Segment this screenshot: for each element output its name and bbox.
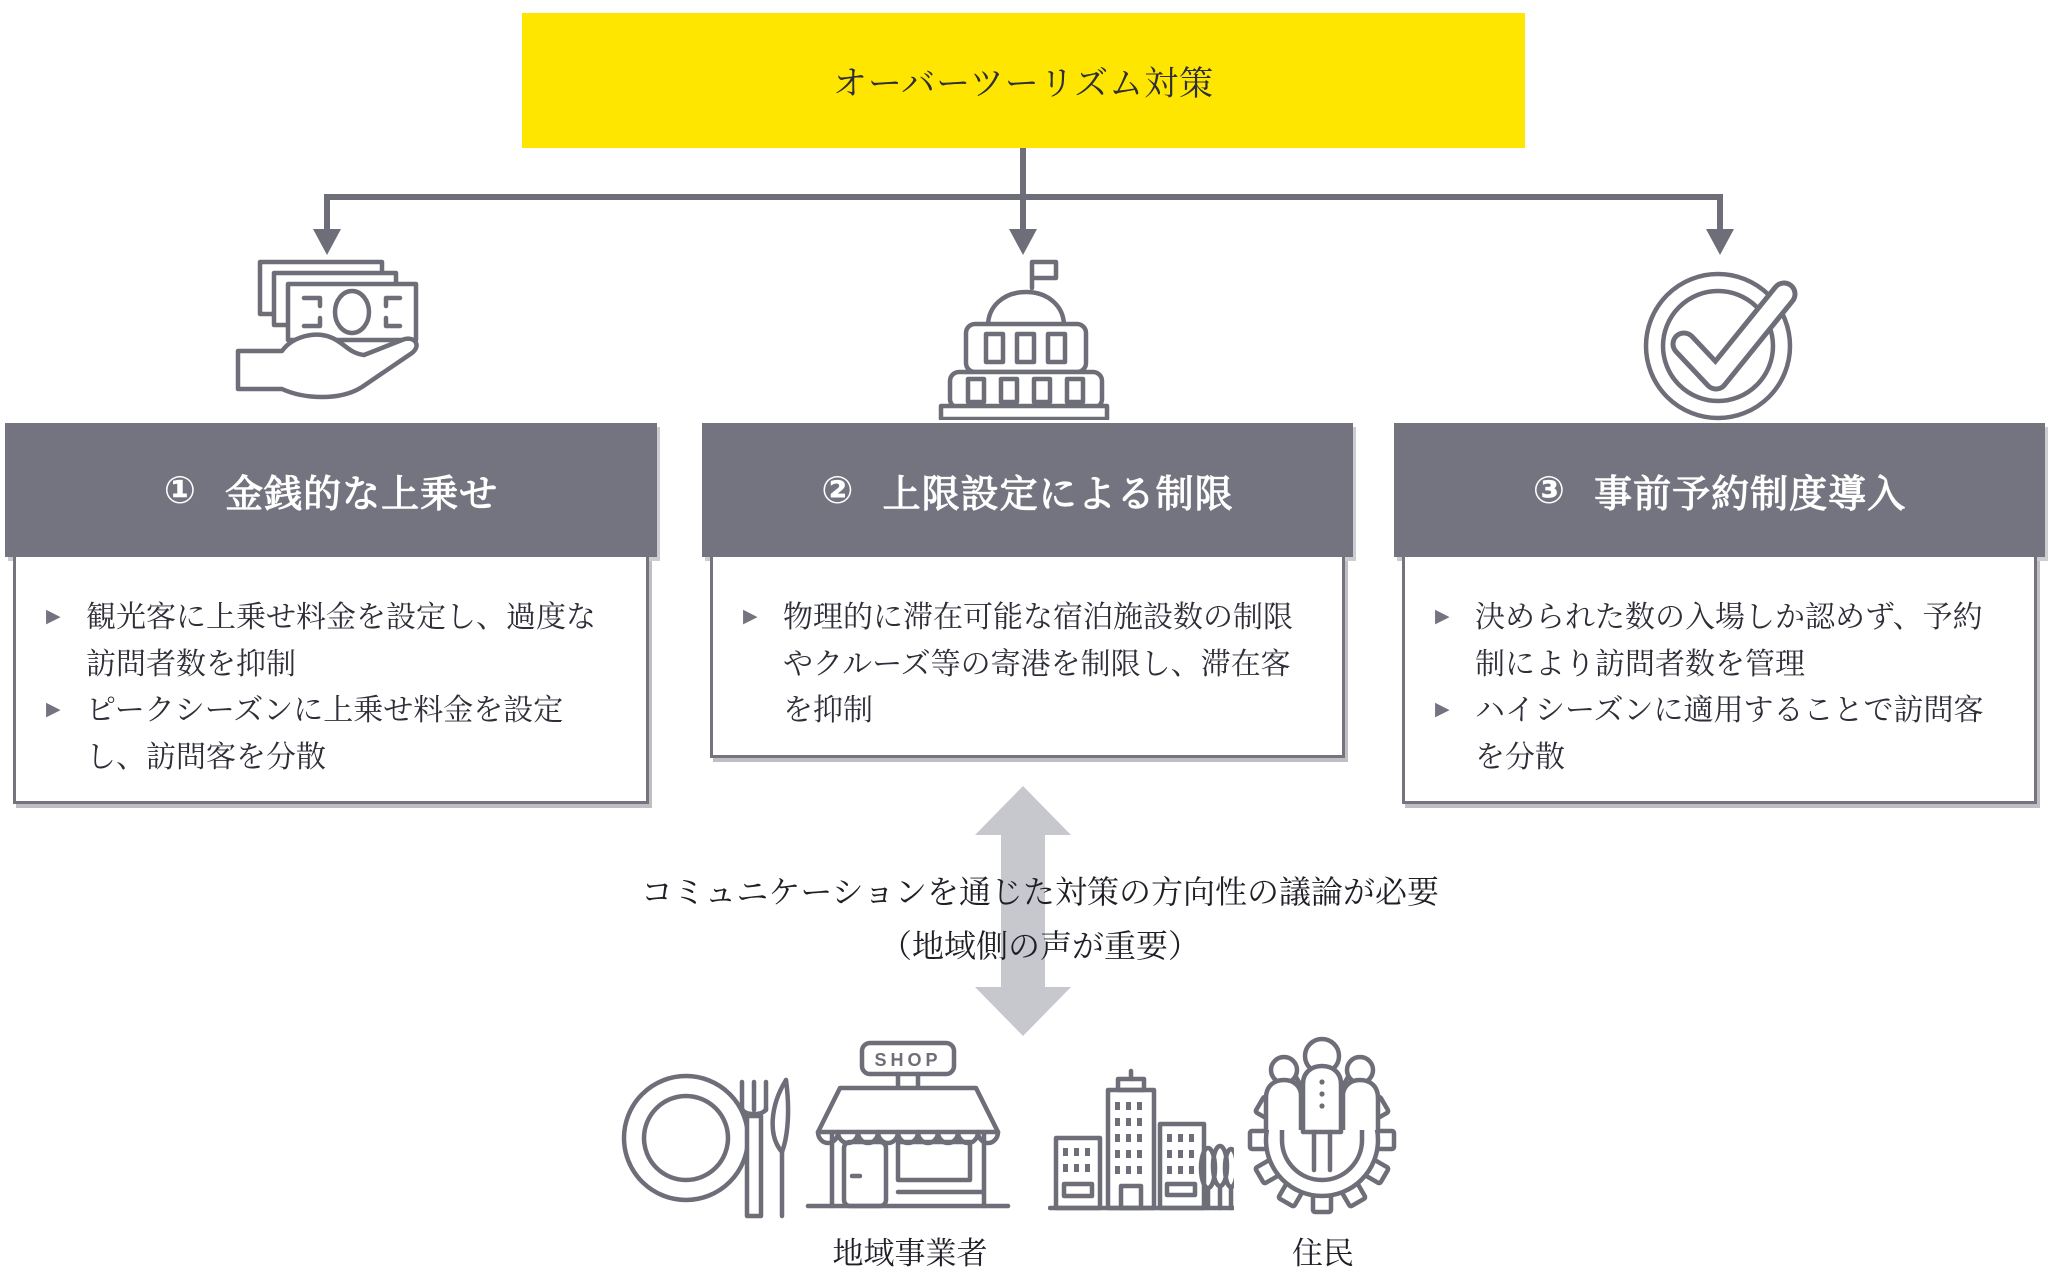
restaurant-icon [618, 1050, 800, 1222]
card-financial-surcharge [5, 423, 657, 804]
government-building-icon [938, 258, 1110, 420]
card-2-header [702, 423, 1353, 557]
triangle-bullet-icon: ▶ [46, 698, 61, 720]
card-3-number: ③ [1532, 468, 1567, 512]
card-3-heading: 事前予約制度導入 [1594, 471, 1907, 516]
communication-note [540, 866, 1540, 974]
arrow-down-right [1706, 229, 1734, 255]
card-1-number: ① [163, 468, 198, 512]
check-circle-icon [1642, 266, 1804, 422]
card-advance-reservation [1394, 423, 2045, 804]
triangle-bullet-icon: ▶ [1435, 605, 1450, 627]
card-1-bullet-2: ▶ ピークシーズンに上乗せ料金を設定し、訪問客を分散 [46, 693, 564, 775]
triangle-bullet-icon: ▶ [46, 605, 61, 627]
card-3-bullet-1: ▶ 決められた数の入場しか認めず、予約制により訪問者数を管理 [1435, 600, 1983, 682]
card-1-bullet-1: ▶ 観光客に上乗せ料金を設定し、過度な訪問者数を抑制 [46, 600, 596, 682]
card-2-number: ② [821, 468, 855, 512]
card-1-heading: 金銭的な上乗せ [225, 471, 499, 516]
page-title [522, 13, 1525, 148]
triangle-bullet-icon: ▶ [1435, 698, 1450, 720]
arrow-down-center [1009, 229, 1037, 255]
communication-note-line2: （地域側の声が重要） [879, 926, 1200, 965]
shop-icon [800, 1040, 1016, 1220]
card-2-heading: 上限設定による制限 [882, 471, 1234, 516]
money-hand-icon [230, 254, 426, 420]
card-3-body [1402, 557, 2037, 804]
label-residents: 住民 [1292, 1236, 1354, 1272]
card-2-bullet-1: ▶ 物理的に滞在可能な宿泊施設数の制限やクルーズ等の寄港を制限し、滞在客を抑制 [743, 600, 1293, 728]
card-capacity-limit [702, 423, 1353, 758]
card-3-bullet-2: ▶ ハイシーズンに適用することで訪問客を分散 [1435, 693, 1984, 775]
triangle-bullet-icon: ▶ [743, 605, 758, 627]
card-1-body [13, 557, 649, 804]
label-local-businesses: 地域事業者 [832, 1236, 988, 1272]
communication-note-line1: コミュニケーションを通じた対策の方向性の議論が必要 [640, 873, 1440, 911]
card-2-body [710, 557, 1345, 758]
city-buildings-icon [1048, 1046, 1234, 1216]
page-title-text: オーバーツーリズム対策 [832, 64, 1215, 104]
card-1-header [5, 423, 657, 557]
people-gear-icon [1242, 1022, 1402, 1218]
card-3-header [1394, 423, 2045, 557]
arrow-down-left [313, 229, 341, 255]
shop-sign-text: SHOP [874, 1050, 942, 1070]
